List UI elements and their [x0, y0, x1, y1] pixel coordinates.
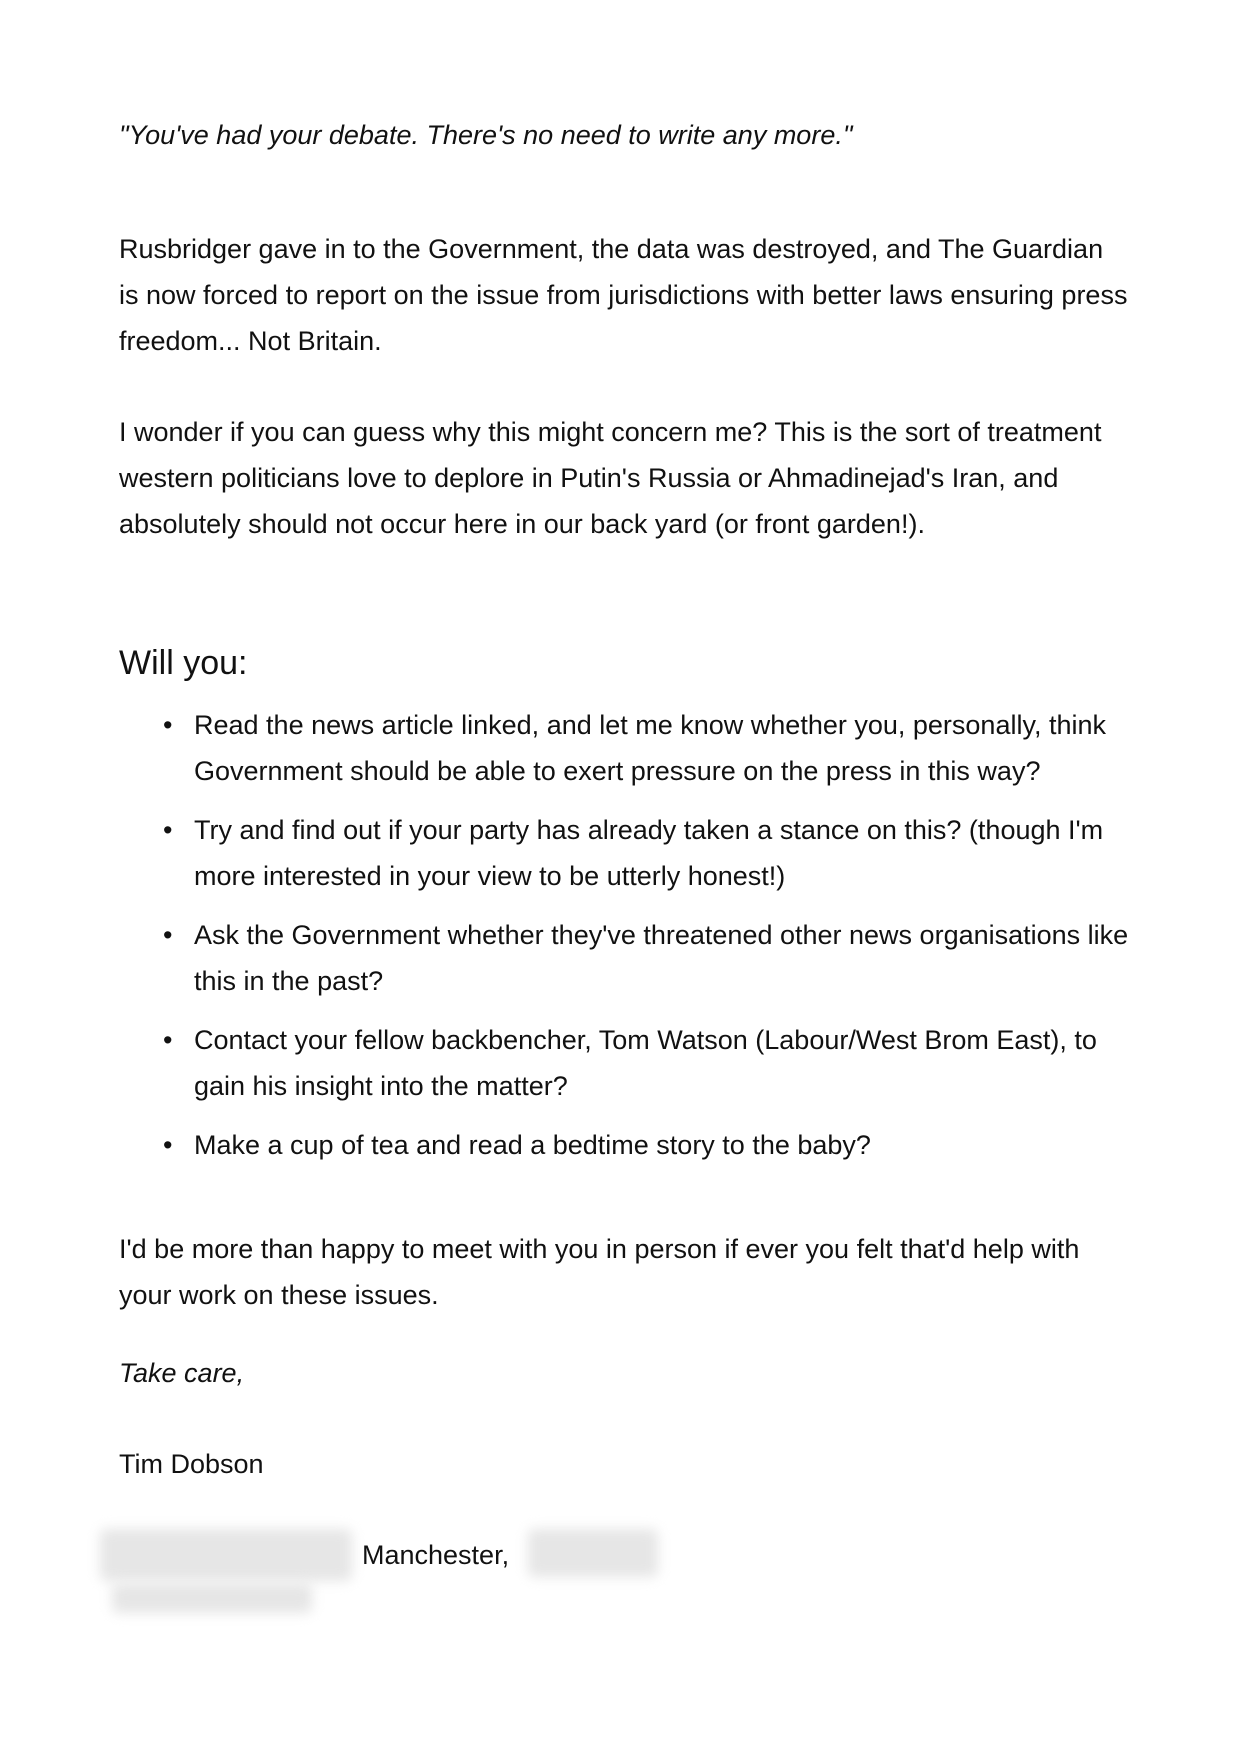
request-text: Contact your fellow backbencher, Tom Watson (Labour/West Brom East), to gain his insight into the matter?	[194, 1025, 1097, 1101]
list-item	[119, 1017, 1129, 1109]
list-item	[119, 912, 1129, 1004]
bullet-icon: •	[163, 920, 173, 950]
bullet-icon: •	[163, 1025, 173, 1055]
address-block	[100, 1525, 700, 1585]
requests-heading: Will you:	[119, 644, 248, 682]
paragraph-rusbridger: Rusbridger gave in to the Government, the data was destroyed, and The Guardian is now forced to report on the issue from jurisdictions with better laws ensuring press freedom... Not Britain.	[119, 234, 1128, 356]
redacted-address-line2	[112, 1583, 312, 1613]
redacted-address-postcode	[528, 1529, 658, 1577]
quote-text: "You've had your debate. There's no need to write any more."	[119, 120, 853, 150]
request-text: Ask the Government whether they've threatened other news organisations like this in the past?	[194, 920, 1129, 996]
paragraph-concern: I wonder if you can guess why this might concern me? This is the sort of treatment western politicians love to deplore in Putin's Russia or Ahmadinejad's Iran, and absolutely should not occur here in our back yard (or front garden!).	[119, 417, 1102, 539]
request-text: Try and find out if your party has already taken a stance on this? (though I'm more interested in your view to be utterly honest!)	[194, 815, 1104, 891]
signature-name: Tim Dobson	[119, 1449, 264, 1479]
list-item	[119, 807, 1129, 899]
request-text: Make a cup of tea and read a bedtime story to the baby?	[194, 1130, 871, 1160]
redacted-address-street	[100, 1529, 352, 1581]
address-city: Manchester,	[362, 1540, 510, 1570]
requests-list	[119, 702, 1129, 1181]
bullet-icon: •	[163, 710, 173, 740]
list-item	[119, 702, 1129, 794]
request-text: Read the news article linked, and let me know whether you, personally, think Government should be able to exert pressure on the press in this way?	[194, 710, 1106, 786]
bullet-icon: •	[163, 815, 173, 845]
paragraph-meeting-offer: I'd be more than happy to meet with you in person if ever you felt that'd help with your work on these issues.	[119, 1234, 1080, 1310]
closing-text: Take care,	[119, 1358, 245, 1388]
bullet-icon: •	[163, 1130, 173, 1160]
list-item	[119, 1122, 1129, 1168]
